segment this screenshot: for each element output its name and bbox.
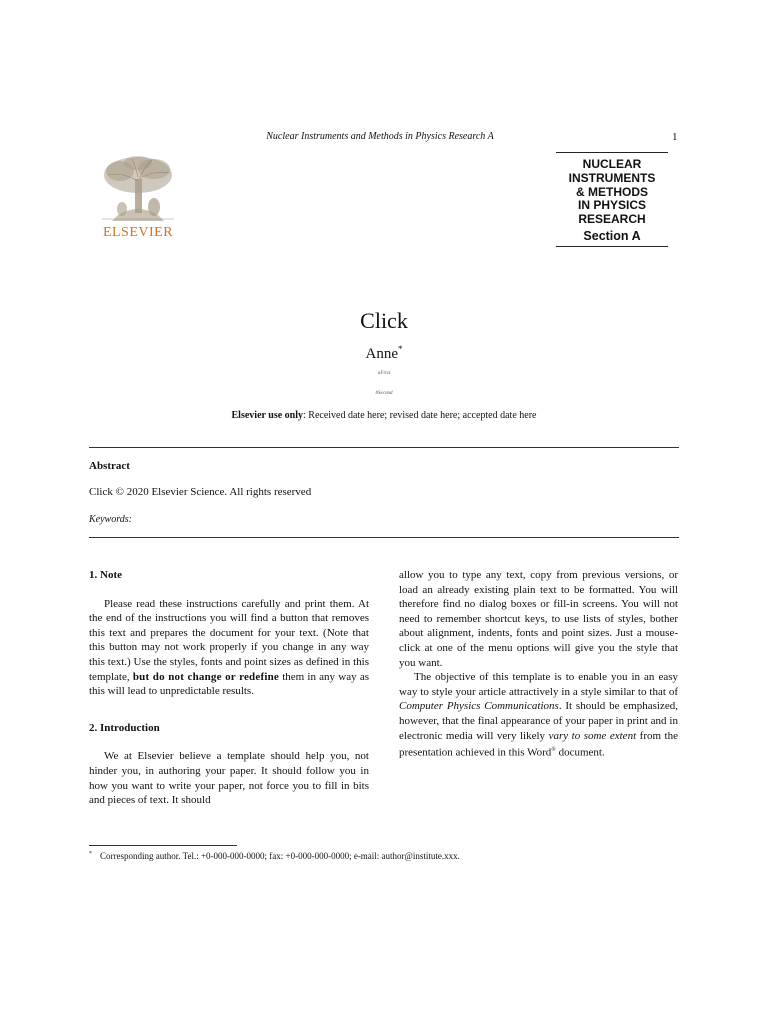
right-column	[399, 568, 678, 760]
elsevier-logo	[98, 155, 178, 241]
section-heading-note: 1. Note	[89, 569, 122, 581]
objective-text-mid: . It should be emphasized, however, that the final appearance of your paper in print and in electronic media will very likely	[399, 700, 678, 742]
journal-name-italic: Computer Physics Communications	[399, 700, 559, 713]
affiliation-b: bSecond	[375, 391, 393, 396]
author-line	[0, 344, 768, 363]
note-text-end: them in any way as this will lead to unpredictable results.	[89, 670, 369, 698]
continued-paragraph: allow you to type any text, copy from previous versions, or load an already existing plain text to be formatted. You will therefore find no dialog boxes or fill-in screens. You will not need to remember shortcut keys, to use lists of styles, bother about alignment, indents, fonts and point sizes. Just a mouse-click at one of the menu options will give you the style that you want.	[399, 569, 678, 669]
author-footnote-mark: *	[398, 344, 403, 354]
journal-running-title: Nuclear Instruments and Methods in Physics Research A	[266, 131, 494, 142]
footnote-rule	[89, 845, 237, 846]
objective-paragraph	[399, 670, 678, 760]
paper-title: Click	[360, 308, 408, 333]
note-text: Please read these instructions carefully and print them. At the end of the instructions you will find a button that removes this text and prepares the document for your text. (Note that this button may not work properly if you change in any way this text.) Use the styles, fonts and point sizes as defined in this template,	[89, 597, 369, 683]
tree-emblem-icon	[98, 155, 178, 223]
keywords-label: Keywords:	[89, 514, 132, 525]
publisher-wordmark: ELSEVIER	[102, 225, 174, 240]
introduction-paragraph: We at Elsevier believe a template should help you, not hinder you, in authoring your paper. It should follow you in how you want to write your paper, not force you to fill in bits and pieces of text. It should	[89, 750, 369, 807]
abstract-top-rule	[89, 447, 679, 448]
journal-title-line: NUCLEAR	[582, 157, 642, 171]
author-name: Anne	[365, 346, 398, 362]
objective-text: The objective of this template is to enable you in an easy way to style your article attractively in a style similar to that of	[399, 671, 678, 698]
journal-title-line: & METHODS	[576, 184, 648, 199]
footnote-mark: *	[89, 851, 92, 857]
dates-text: : Received date here; revised date here; accepted date here	[303, 410, 537, 421]
page-number: 1	[672, 131, 678, 143]
journal-title-line: INSTRUMENTS	[568, 170, 656, 185]
footnote	[89, 851, 460, 861]
journal-section: Section A	[583, 228, 641, 243]
objective-text-end: from the presentation achieved in this Word	[399, 729, 678, 759]
abstract-heading: Abstract	[89, 460, 130, 472]
left-column	[89, 568, 369, 808]
objective-text-final: document.	[555, 746, 605, 759]
journal-title-box	[556, 152, 668, 247]
dates-line	[0, 410, 768, 421]
footnote-text: Corresponding author. Tel.: +0-000-000-0000; fax: +0-000-000-0000; e-mail: author@institute.xxx.	[100, 851, 460, 861]
emphasis-italic: vary to some extent	[548, 729, 637, 742]
abstract-body: Click © 2020 Elsevier Science. All rights reserved	[89, 486, 312, 498]
dates-label: Elsevier use only	[231, 410, 303, 421]
journal-title-line: IN PHYSICS	[577, 198, 646, 213]
section-heading-introduction: 2. Introduction	[89, 721, 160, 734]
affiliation-a: aFirst	[377, 371, 391, 376]
journal-title-line: RESEARCH	[578, 212, 646, 227]
abstract-bottom-rule	[89, 537, 679, 538]
note-bold-text: but do not change or redefine	[132, 670, 279, 683]
note-paragraph	[89, 597, 369, 699]
registered-mark: ®	[551, 747, 556, 754]
